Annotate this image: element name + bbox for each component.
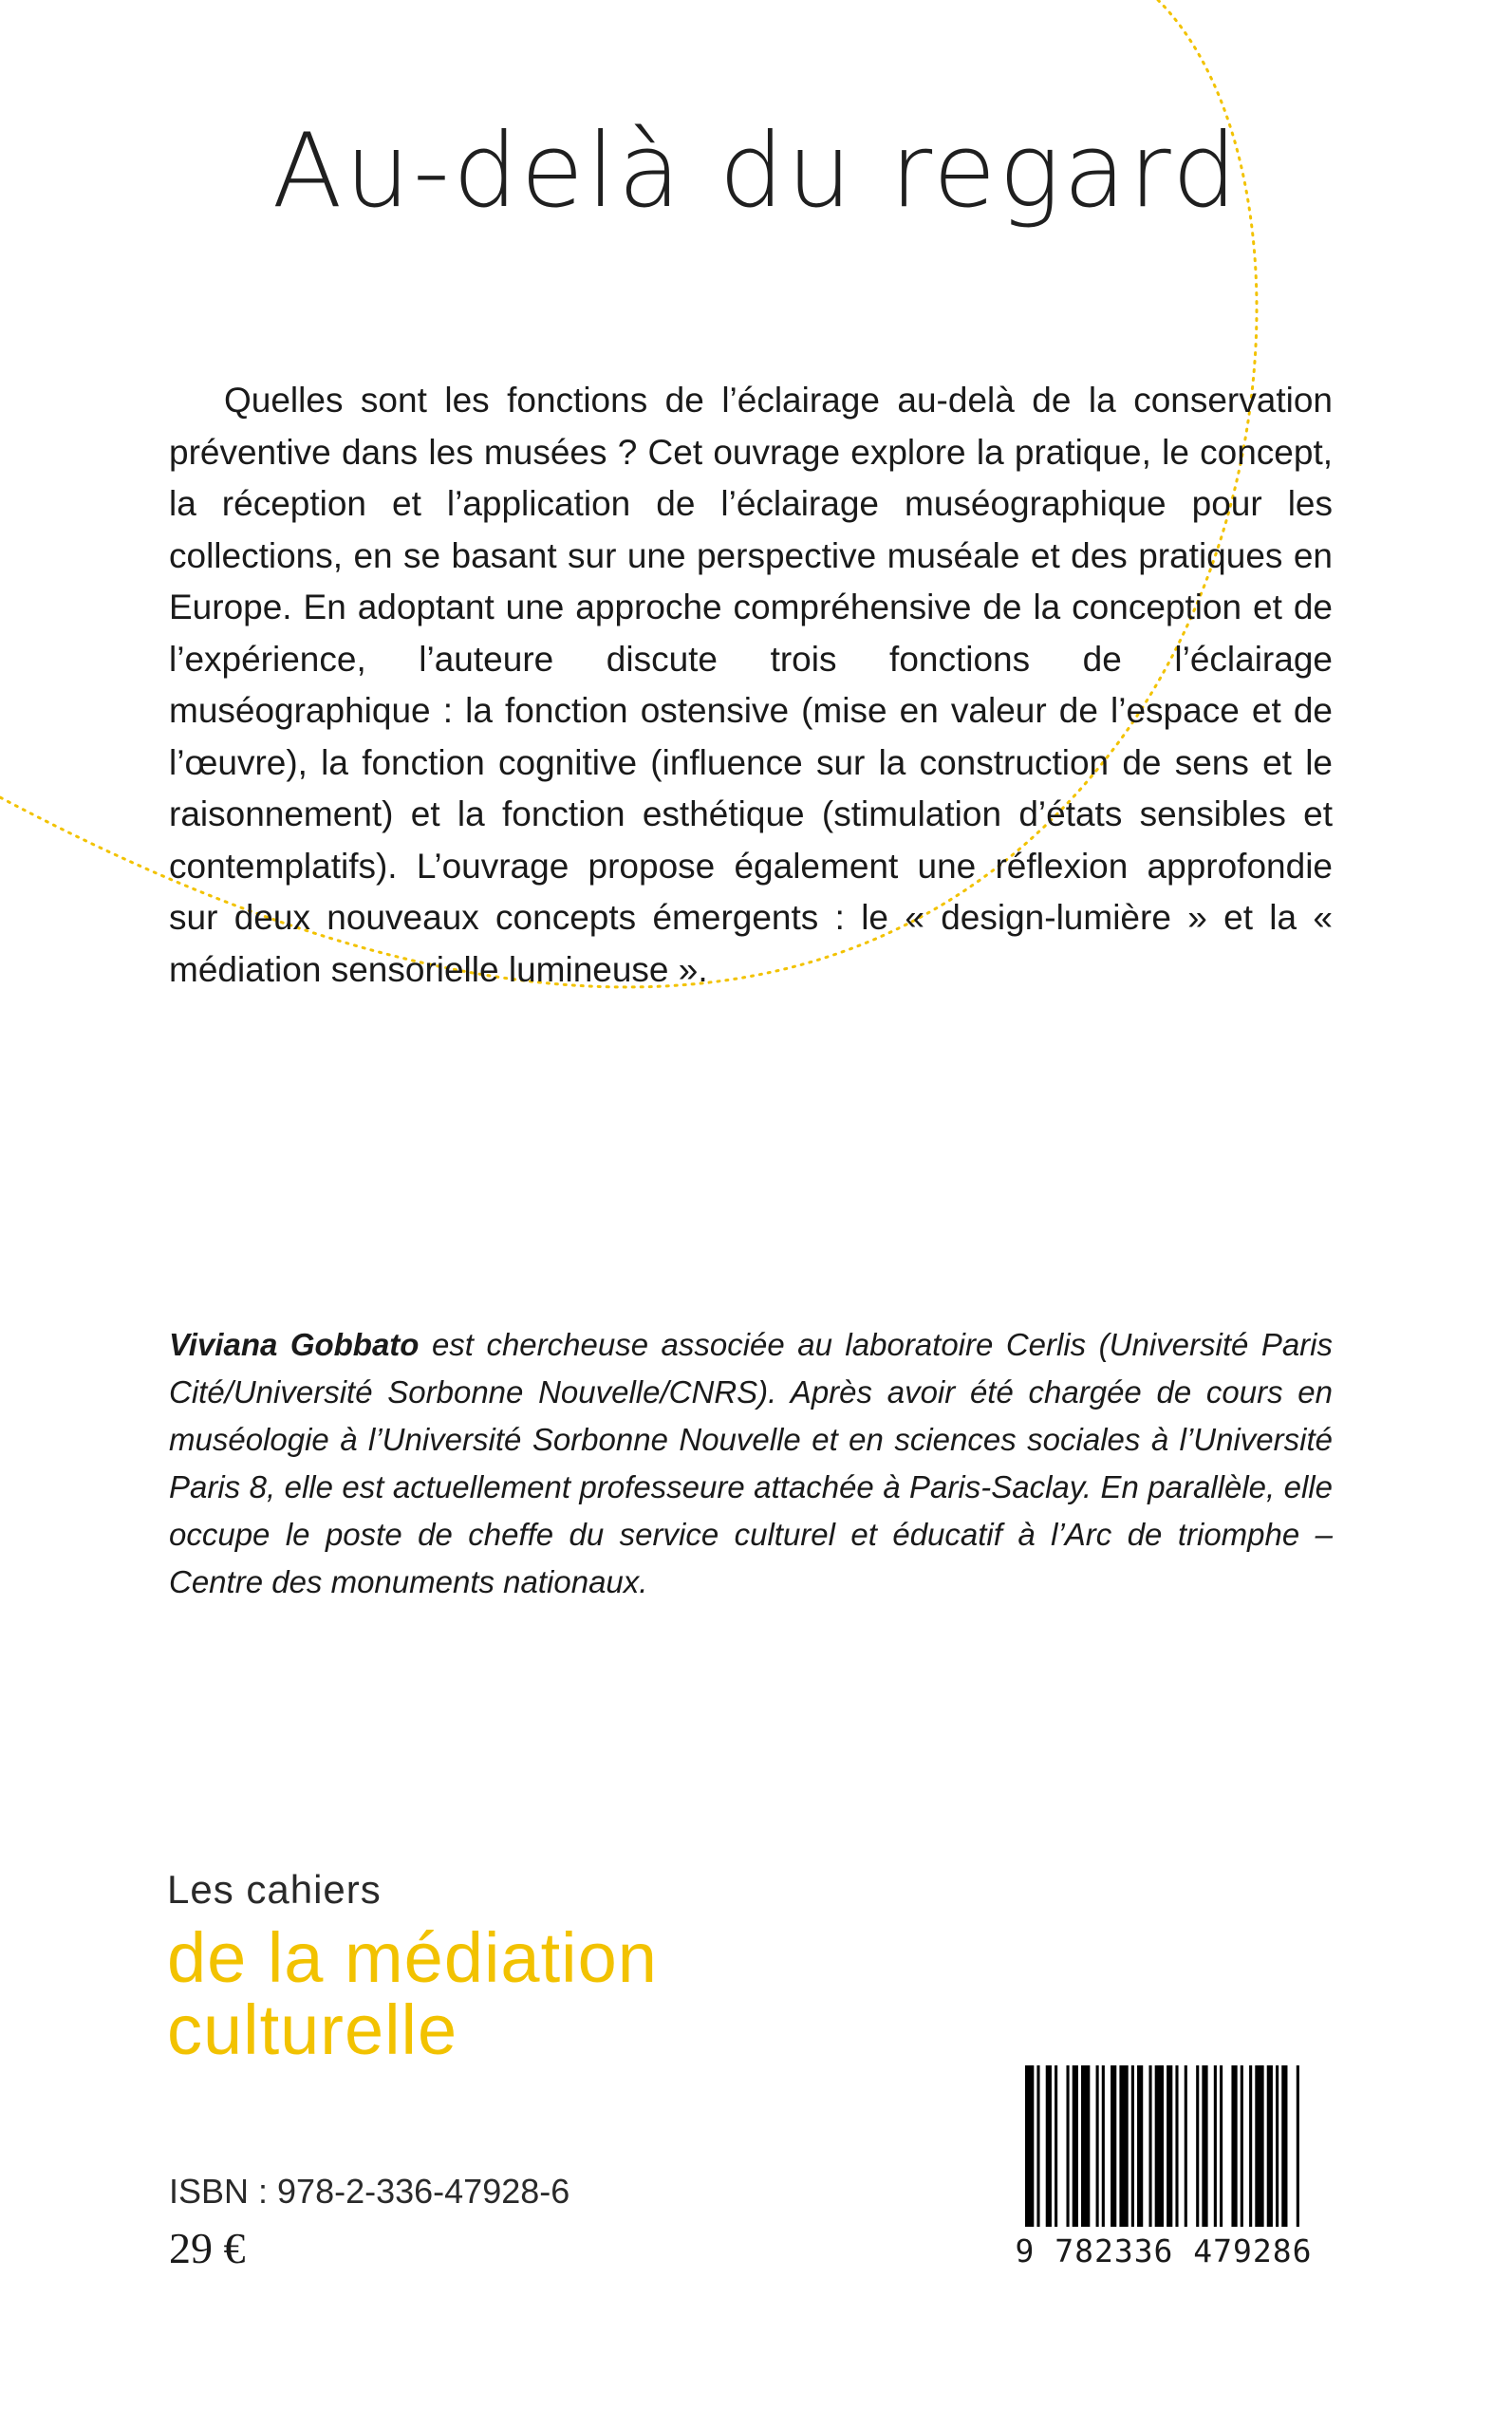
barcode-bar bbox=[1255, 2065, 1263, 2227]
barcode-bar bbox=[1148, 2065, 1151, 2227]
barcode-bar bbox=[1111, 2065, 1116, 2227]
barcode-bar bbox=[1214, 2065, 1217, 2227]
barcode-bar bbox=[1231, 2065, 1237, 2227]
barcode-bar bbox=[1267, 2065, 1273, 2227]
author-bio-text: est chercheuse associée au laboratoire Cerlis (Université Paris Cité/Université Sorbonne Nouvelle/CNRS). Après avoir été chargée de cours en muséologie à l’Université Sorbonne Nouvelle et en sciences sociales à l’Université Paris 8, elle est actuellement professeure attachée à Paris-Saclay. En parallèle, elle occupe le poste de cheffe du service culturel et éducatif à l’Arc de triomphe – Centre des monuments nationaux. bbox=[169, 1327, 1334, 1599]
isbn-text: ISBN : 978-2-336-47928-6 bbox=[169, 2172, 570, 2211]
barcode-bar bbox=[1066, 2065, 1069, 2227]
barcode-bar bbox=[1036, 2065, 1039, 2227]
barcode-bars bbox=[1021, 2065, 1306, 2227]
barcode-bar bbox=[1249, 2065, 1252, 2227]
barcode-bar bbox=[1081, 2065, 1090, 2227]
barcode bbox=[1012, 2062, 1316, 2270]
barcode-bar bbox=[1119, 2065, 1128, 2227]
author-bio bbox=[169, 1321, 1333, 1606]
barcode-bar bbox=[1096, 2065, 1099, 2227]
barcode-bar bbox=[1025, 2065, 1034, 2227]
barcode-bar bbox=[1185, 2065, 1187, 2227]
barcode-bar bbox=[1276, 2065, 1279, 2227]
series-logo bbox=[167, 1918, 658, 2069]
barcode-bar bbox=[1175, 2065, 1178, 2227]
barcode-bar bbox=[1297, 2065, 1299, 2227]
barcode-bar bbox=[1167, 2065, 1172, 2227]
barcode-bar bbox=[1241, 2065, 1243, 2227]
barcode-bar bbox=[1102, 2065, 1105, 2227]
barcode-bar bbox=[1055, 2065, 1057, 2227]
book-summary: Quelles sont les fonctions de l’éclairage au-delà de la conservation préventive dans les musées ? Cet ouvrage explore la pratique, le concept, la réception et l’application de l’éclairage muséographique pour les collections, en se basant sur une perspective muséale et des pratiques en Europe. En adoptant une approche compréhensive de la conception et de l’expérience, l’auteure discute trois fonctions de l’éclairage muséographique : la fonction ostensive (mise en valeur de l’espace et de l’œuvre), la fonction cognitive (influence sur la construction de sens et le raisonnement) et la fonction esthétique (stimulation d’états sensibles et contemplatifs). L’ouvrage propose également une réflexion approfondie sur deux nouveaux concepts émergents : le « design-lumière » et la « médiation sensorielle lumineuse ». bbox=[169, 381, 1333, 989]
barcode-bar bbox=[1202, 2065, 1207, 2227]
author-name: Viviana Gobbato bbox=[169, 1327, 420, 1362]
barcode-bar bbox=[1137, 2065, 1143, 2227]
barcode-bar bbox=[1196, 2065, 1199, 2227]
book-title: Au-delà du regard bbox=[271, 112, 1241, 231]
series-line-2: de la médiation bbox=[167, 1918, 658, 1997]
barcode-bar bbox=[1046, 2065, 1052, 2227]
barcode-bar bbox=[1281, 2065, 1287, 2227]
barcode-bar bbox=[1131, 2065, 1134, 2227]
price: 29 € bbox=[169, 2224, 246, 2272]
series-label-small: Les cahiers bbox=[167, 1867, 382, 1912]
barcode-bar bbox=[1220, 2065, 1223, 2227]
barcode-digits: 9 782336 479286 bbox=[1015, 2232, 1313, 2269]
barcode-bar bbox=[1155, 2065, 1164, 2227]
barcode-bar bbox=[1073, 2065, 1078, 2227]
series-line-3: culturelle bbox=[167, 1990, 458, 2069]
